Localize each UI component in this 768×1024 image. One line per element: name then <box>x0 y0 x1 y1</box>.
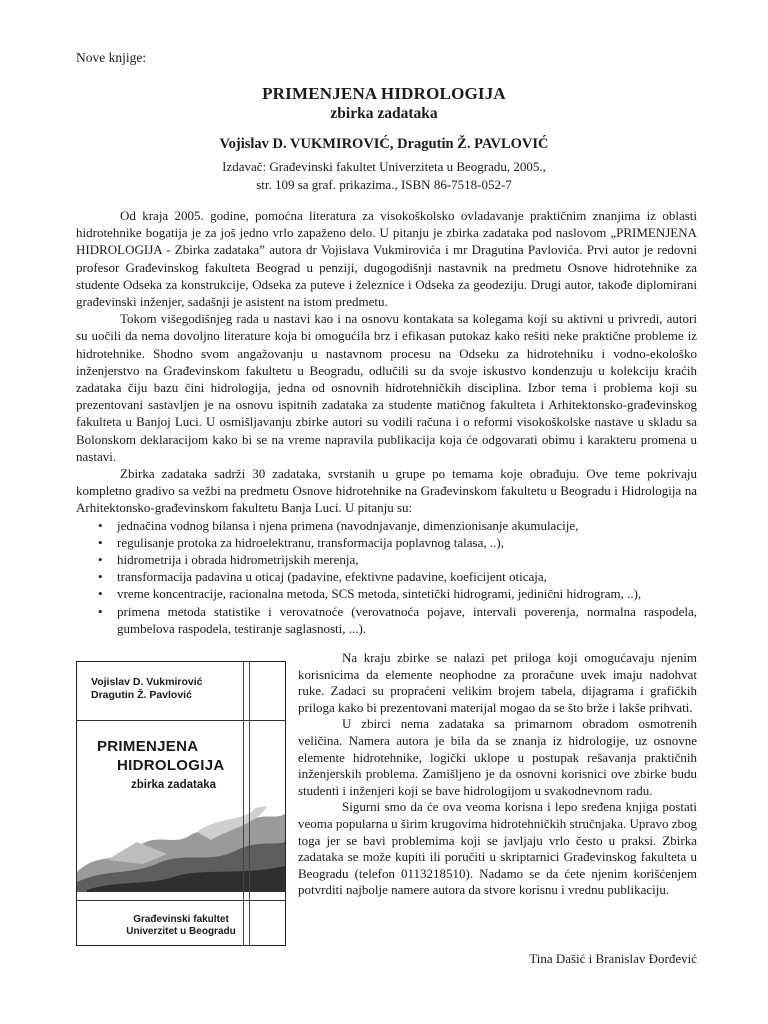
cover-divider <box>77 900 285 901</box>
paragraph: Sigurni smo da će ova veoma korisna i lepo sređena knjiga postati veoma popularna u širim krugovima hidrotehničkih stručnjaka. Upravo zbog toga jer se bavi problemima koji se javljaju vrlo često u praksi. Zbirka zadataka se može kupiti ili poručiti u skriptarnici Građevinskog fakulteta u Beogradu (telefon 0113218510). Nadamo se da ćete njenim korišćenjem potvrditi najbolje namere autora da stvore korisnu i vrednu publikaciju. <box>298 799 697 898</box>
cover-landscape-art <box>77 802 285 892</box>
topic-list <box>76 517 697 637</box>
cover-title-line: PRIMENJENA <box>97 738 199 755</box>
paragraph: Od kraja 2005. godine, pomoćna literatura za visokoškolsko ovladavanje praktičnim znanjima iz oblasti hidrotehnike bogatija je za još jedno vrlo zapaženo delo. U pitanju je zbirka zadataka pod naslovom „PRIMENJENA HIDROLOGIJA - Zbirka zadataka” autora dr Vojislava Vukmirovića i mr Dragutina Pavlovića. Prvi autor je redovni profesor Građevinskog fakulteta Beograd u penziji, dugogodišnji nastavnik na predmetu Osnove hidrotehnike za studente Odseka za konstrukcije, Odseka za puteve i železnice i Odseka za geodeziju. Drugi autor, takođe diplomirani građevinski inženjer, sadašnji je asistent na istom predmetu. <box>76 208 697 310</box>
list-item: • primena metoda statistike i verovatnoće (verovatnoća pojave, intervali poverenja, normalna raspodela, gumbelova raspodela, testiranje saglasnosti, ...). <box>76 603 697 637</box>
list-item: • regulisanje protoka za hidroelektranu, transformacija poplavnog talasa, ..), <box>76 534 697 551</box>
details-line: str. 109 sa graf. prikazima., ISBN 86-7518-052-7 <box>256 177 512 192</box>
cover-divider <box>77 720 285 721</box>
paragraph: Tokom višegodišnjeg rada u nastavi kao i na osnovu kontakata sa kolegama koji su aktivni u privredi, autori su uočili da nema dovoljno literature koja bi omogućila brz i efikasan putokaz kako rešiti neke praktične probleme iz hidrotehnike. Shodno svom angažovanju u nastavnom procesu na Odseku za hidrotehniku i vodno-ekološko inženjerstvo na Građevinskom fakultetu u Beogradu, odlučili su da svoje iskustvo kondenzuju u kolekciju kraćih zadataka čiju bazu čini hidrologija, jedna od osnovnih hidrotehničkih disciplina. Izbor tema i problema koji su prezentovani sastavljen je na osnovu ispitnih zadataka za studente matičnog fakulteta i Arhitektonsko-građevinskog fakulteta u Banjoj Luci. U osmišljavanju zbirke autori su vodili računa i o reformi visokoškolske nastave u skladu sa Bolonskom deklaracijom kako bi se na vreme napravila publikacija koja će odgovarati obimu i karakteru promena u nastavi. <box>76 311 697 464</box>
book-title: PRIMENJENA HIDROLOGIJA <box>262 84 506 103</box>
cover-publisher <box>77 914 285 938</box>
book-subtitle: zbirka zadataka <box>330 105 438 122</box>
publisher-line: Izdavač: Građevinski fakultet Univerziteta u Beogradu, 2005., <box>222 159 546 174</box>
cover-author: Dragutin Ž. Pavlović <box>91 689 192 701</box>
article-body-top <box>76 207 697 637</box>
cover-spine-edge <box>243 662 250 945</box>
cover-subtitle: zbirka zadataka <box>131 779 217 791</box>
cover-publisher-line: Univerzitet u Beogradu <box>126 926 236 937</box>
paragraph: Zbirka zadataka sadrži 30 zadataka, svrstanih u grupe po temama koje obrađuju. Ove teme pokrivaju kompletno gradivo sa vežbi na predmetu Osnove hidrotehnike na Građevinskom fakultetu u Beogradu i Hidrologija na Arhitektonsko-građevinskom fakultetu Banja Luci. U pitanju su: <box>76 466 697 516</box>
list-item: • hidrometrija i obrada hidrometrijskih merenja, <box>76 551 697 568</box>
cover-title <box>97 737 224 775</box>
list-item: • vreme koncentracije, racionalna metoda, SCS metoda, sintetički hidrogrami, jedinični hidrogram, ..), <box>76 585 697 602</box>
cover-authors <box>91 676 202 702</box>
article-body-right <box>298 650 697 899</box>
review-signature: Tina Dašić i Branislav Đorđević <box>529 951 697 966</box>
list-item: • jednačina vodnog bilansa i njena primena (navodnjavanje, dimenzionisanje akumulacije, <box>76 517 697 534</box>
cover-author: Vojislav D. Vukmirović <box>91 676 203 688</box>
section-label: Nove knjige: <box>76 50 147 65</box>
cover-title-line: HIDROLOGIJA <box>117 757 225 774</box>
publication-info <box>0 158 768 194</box>
paragraph: Na kraju zbirke se nalazi pet priloga koji omogućavaju njenim korisnicima da elemente neophodne za proračune uvek imaju nadohvat ruke. Zadaci su propraćeni velikim brojem tabela, dijagrama i grafičkih priloga kako bi prezentovani materijal mogao da se što brže i lakše prihvati. <box>298 650 697 715</box>
paragraph: U zbirci nema zadataka sa primarnom obradom osmotrenih veličina. Namera autora je bila da se znanja iz hidrologije, uz osnovne elemente hidrotehnike, logički uklope u postupak rešavanja praktičnih inženjerskih problema. Zamišljeno je da osnovni korisnici ove zbirke budu studenti i inženjeri koji se bave hidrologijom u svakodnevnom radu. <box>298 716 697 798</box>
book-authors: Vojislav D. VUKMIROVIĆ, Dragutin Ž. PAVLOVIĆ <box>219 136 549 152</box>
cover-publisher-line: Građevinski fakultet <box>133 914 229 925</box>
list-item: • transformacija padavina u oticaj (padavine, efektivne padavine, koeficijent oticaja, <box>76 568 697 585</box>
book-cover-image <box>76 661 286 946</box>
